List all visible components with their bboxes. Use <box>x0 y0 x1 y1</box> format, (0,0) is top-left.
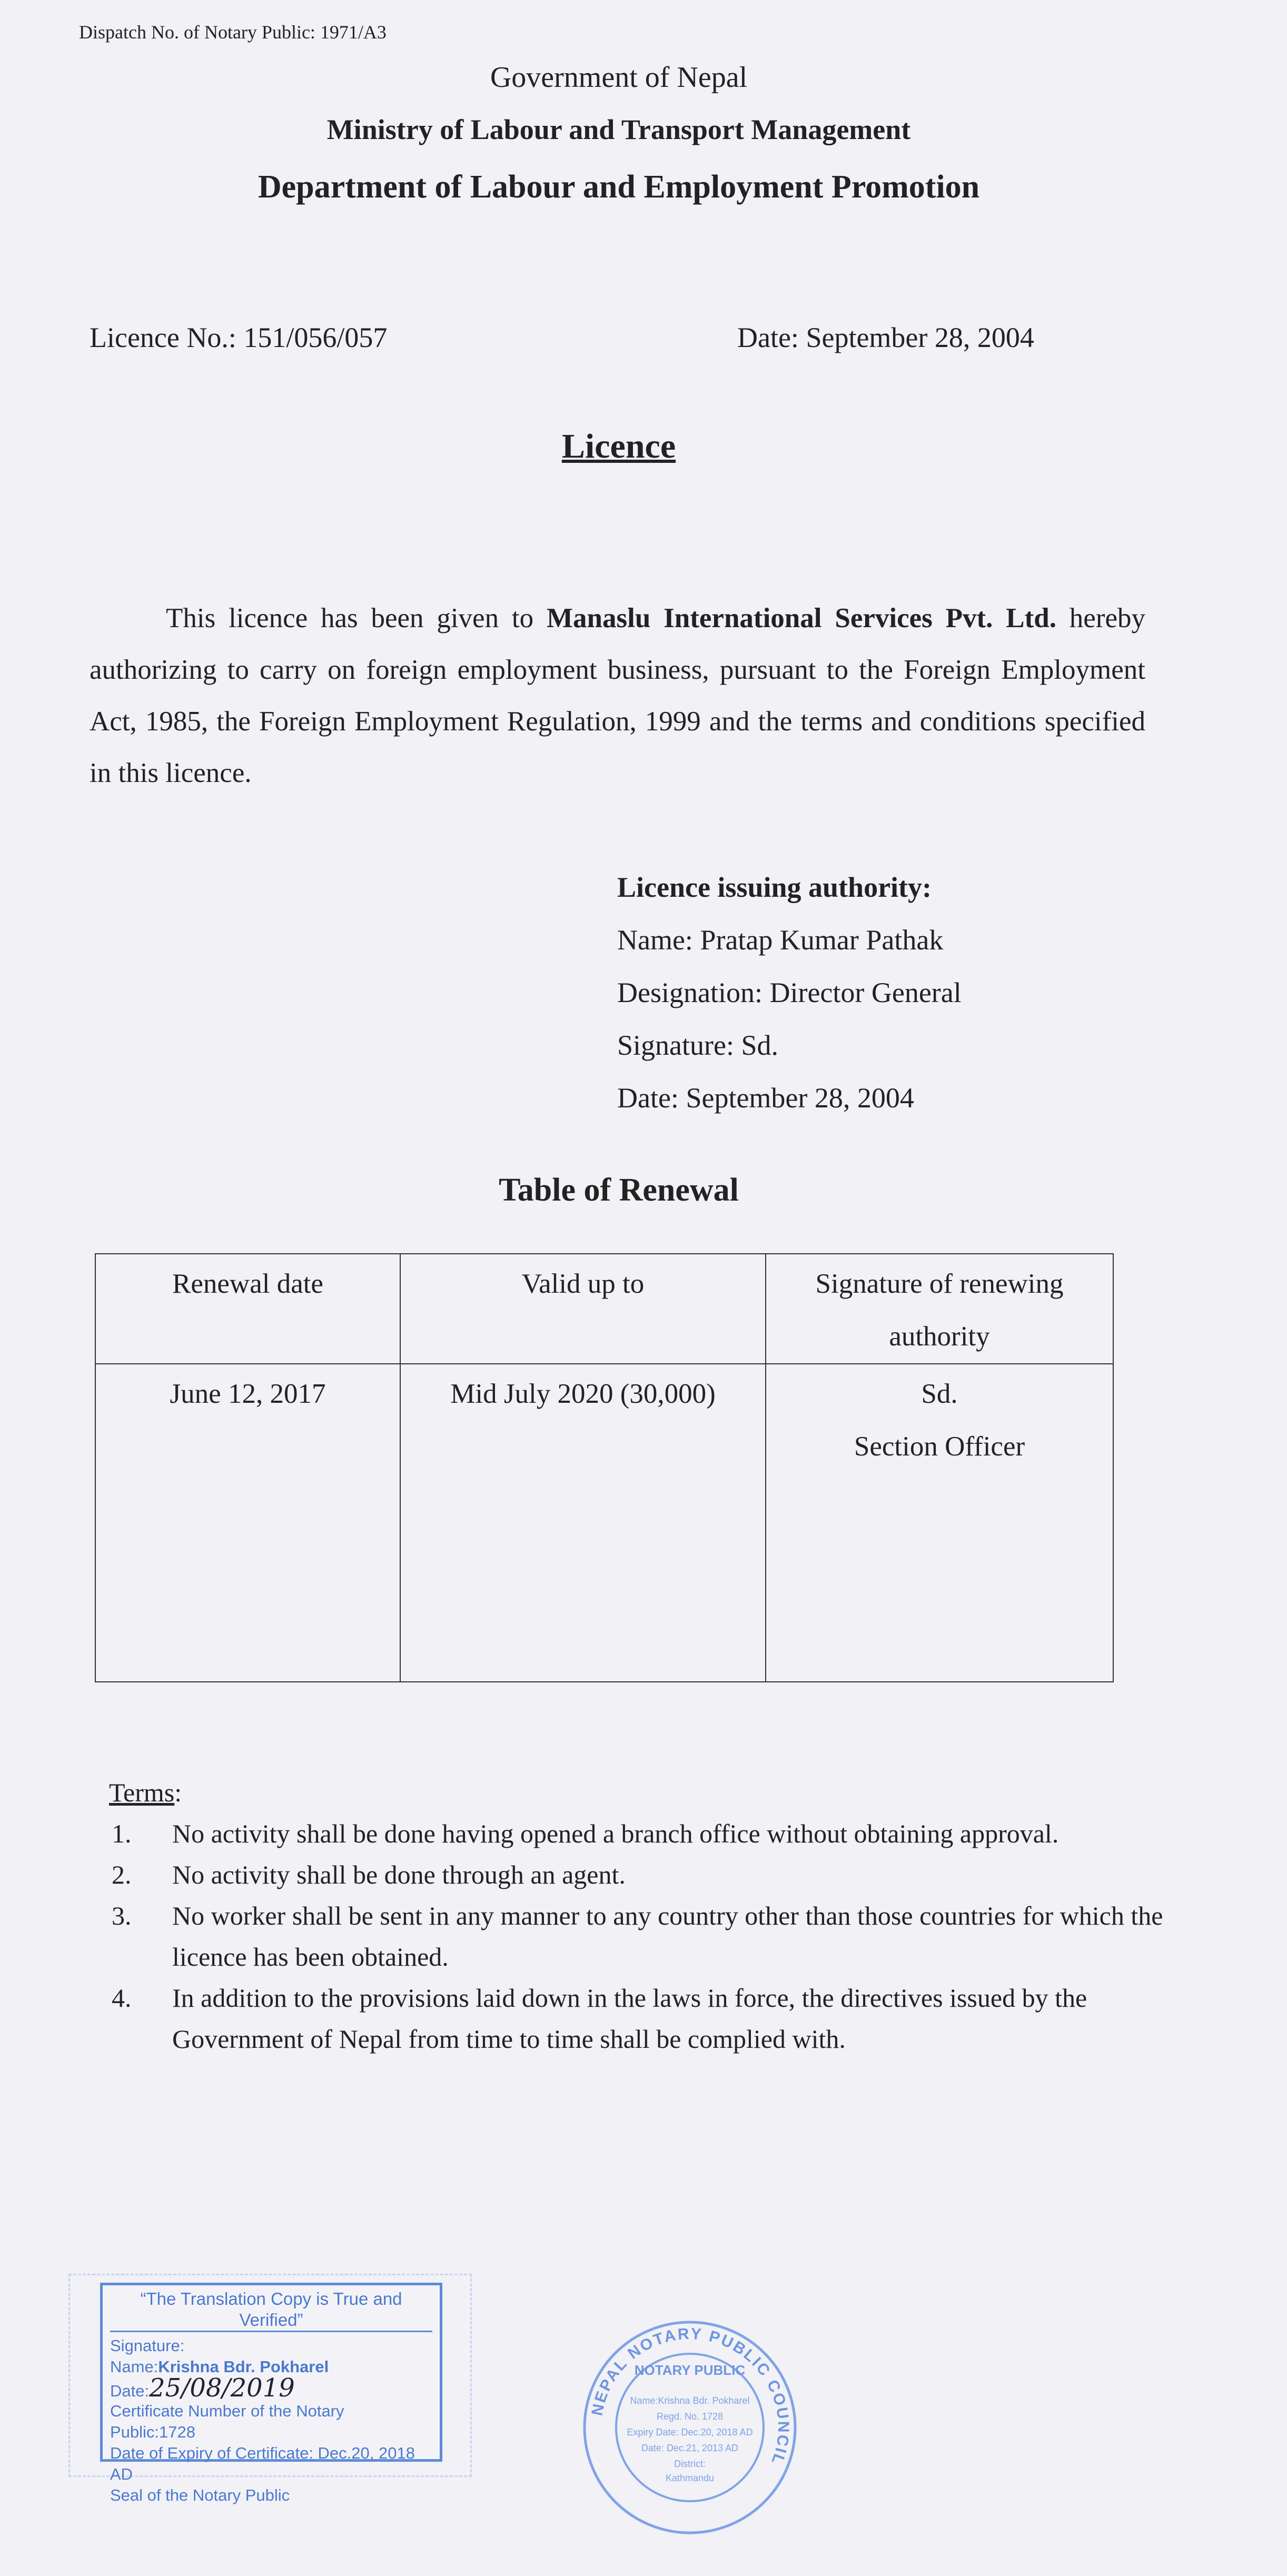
stamp-signature: Signature: <box>110 2336 185 2355</box>
issuing-authority <box>617 861 962 1124</box>
term-number: 4. <box>112 1983 132 2013</box>
header-valid-up-to: Valid up to <box>400 1254 766 1364</box>
body-rest: hereby authorizing to carry on foreign employment business, pursuant to the Foreign Employment Act, 1985, the Foreign Employment Regulation, 1999 and the terms and conditions specified in this licence. <box>90 603 1145 788</box>
terms-list <box>109 1813 1167 2059</box>
seal-line: Regd. No. 1728 <box>656 2411 724 2422</box>
terms-heading: Terms <box>109 1778 175 1807</box>
header-renewal-date: Renewal date <box>95 1254 400 1364</box>
verification-stamp <box>100 2283 442 2504</box>
authority-signature: Signature: Sd. <box>617 1029 778 1061</box>
stamp-expiry: Date of Expiry of Certificate: Dec.20, 2018 AD <box>110 2444 415 2483</box>
authority-name: Name: Pratap Kumar Pathak <box>617 924 944 956</box>
authority-designation: Designation: Director General <box>617 977 962 1008</box>
list-item <box>109 1895 1167 1977</box>
renewal-table <box>95 1253 1114 1682</box>
ministry-heading: Ministry of Labour and Transport Management <box>326 114 911 145</box>
document-title: Licence <box>561 427 676 465</box>
list-item <box>109 1813 1167 1854</box>
seal-line: District: <box>674 2459 706 2469</box>
stamp-seal-label: Seal of the Notary Public <box>110 2486 290 2504</box>
term-text: No activity shall be done having opened a branch office without obtaining approval. <box>172 1819 1059 1848</box>
term-text: No worker shall be sent in any manner to any country other than those countries for which the licence has been obtained. <box>172 1901 1163 1971</box>
term-number: 2. <box>112 1860 132 1889</box>
dispatch-number: Dispatch No. of Notary Public: 1971/A3 <box>79 22 387 43</box>
department-heading: Department of Labour and Employment Promotion <box>258 169 980 205</box>
header-signature: Signature of renewing authority <box>766 1254 1113 1364</box>
stamp-name-label: Name: <box>110 2357 159 2376</box>
cell-valid-up-to: Mid July 2020 (30,000) <box>400 1364 766 1682</box>
government-heading: Government of Nepal <box>490 61 748 94</box>
licence-date: Date: September 28, 2004 <box>737 322 1034 353</box>
company-name: Manaslu International Services Pvt. Ltd. <box>546 603 1056 633</box>
terms-section: Terms: 1. No activity shall be done having opened a branch office without obtaining approval. 2. No activity shall be done through an agent. 3. No worker shall be sent in any manner to any country other than those countries for which the licence has been obtained. 4. In addition to the provisions laid down in the laws in force, the directives issued by the Government of Nepal from time to time shall be complied with. <box>109 1772 1167 2059</box>
seal-top-text: NOTARY PUBLIC <box>634 2362 746 2378</box>
signature-title: Section Officer <box>854 1431 1025 1462</box>
stamp-date-label: Date: <box>110 2382 150 2400</box>
table-header-row <box>95 1254 1113 1364</box>
licence-body <box>90 592 1145 799</box>
signature-sd: Sd. <box>921 1379 958 1409</box>
seal-icon <box>579 2317 800 2538</box>
seal-line: Name:Krishna Bdr. Pokharel <box>630 2395 750 2406</box>
seal-line: Expiry Date: Dec.20, 2018 AD <box>627 2427 753 2438</box>
authority-date: Date: September 28, 2004 <box>617 1082 914 1114</box>
notary-seal <box>579 2317 800 2538</box>
stamp-certificate: Certificate Number of the Notary Public:1728 <box>110 2402 344 2441</box>
term-text: In addition to the provisions laid down in the laws in force, the directives issued by the Government of Nepal from time to time shall be complied with. <box>172 1983 1087 2054</box>
term-number: 1. <box>112 1819 132 1848</box>
seal-line: Kathmandu <box>665 2473 715 2483</box>
stamp-handwritten-date: 25/08/2019 <box>149 2373 295 2403</box>
table-row <box>95 1364 1113 1682</box>
seal-line: Date: Dec.21, 2013 AD <box>641 2443 739 2453</box>
cell-renewal-date: June 12, 2017 <box>95 1364 400 1682</box>
licence-number: Licence No.: 151/056/057 <box>90 322 388 353</box>
stamp-name: Krishna Bdr. Pokharel <box>158 2357 329 2376</box>
body-intro: This licence has been given to <box>166 603 534 633</box>
stamp-title: “The Translation Copy is True and Verified” <box>110 2288 432 2332</box>
cell-signature <box>766 1364 1113 1682</box>
list-item <box>109 1854 1167 1895</box>
list-item <box>109 1977 1167 2059</box>
term-text: No activity shall be done through an agent. <box>172 1860 626 1889</box>
authority-heading: Licence issuing authority: <box>617 871 932 903</box>
term-number: 3. <box>112 1901 132 1930</box>
seal-outer-text: NEPAL NOTARY PUBLIC COUNCIL <box>588 2325 793 2468</box>
renewal-table-title: Table of Renewal <box>499 1172 739 1208</box>
